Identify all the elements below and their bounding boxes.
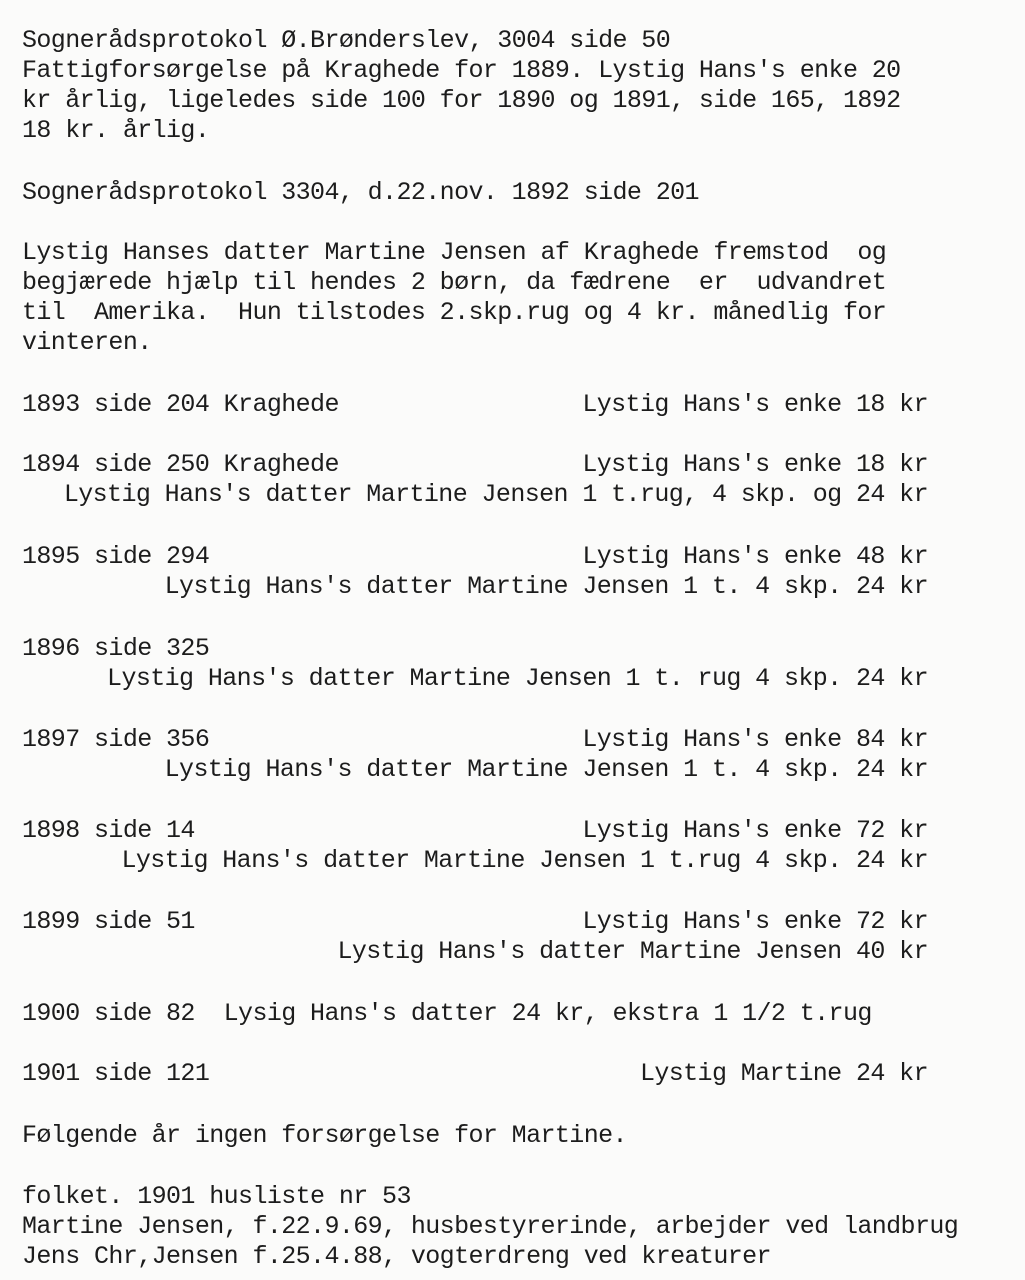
census-line3: Jens Chr,Jensen f.25.4.88, vogterdreng ved kreaturer bbox=[22, 1242, 771, 1271]
entry-1897-left: 1897 side 356 bbox=[22, 725, 210, 754]
entry-1899-right: Lystig Hans's enke 72 kr bbox=[582, 907, 928, 936]
entry-1893-left: 1893 side 204 Kraghede bbox=[22, 390, 339, 419]
entry-1895-right: Lystig Hans's enke 48 kr bbox=[582, 542, 928, 571]
census-line1: folket. 1901 husliste nr 53 bbox=[22, 1182, 411, 1211]
entry-1893-right: Lystig Hans's enke 18 kr bbox=[582, 390, 928, 419]
para1-line3: kr årlig, ligeledes side 100 for 1890 og 1891, side 165, 1892 bbox=[22, 86, 901, 115]
entry-1898-line2: Lystig Hans's datter Martine Jensen 1 t.rug 4 skp. 24 kr bbox=[121, 846, 928, 875]
entry-1901-left: 1901 side 121 bbox=[22, 1059, 210, 1088]
entry-1896-left: 1896 side 325 bbox=[22, 634, 210, 663]
entry-1898-left: 1898 side 14 bbox=[22, 816, 195, 845]
para2-line1: Sognerådsprotokol 3304, d.22.nov. 1892 side 201 bbox=[22, 178, 699, 207]
entry-1897-line2: Lystig Hans's datter Martine Jensen 1 t. 4 skp. 24 kr bbox=[164, 755, 928, 784]
para3-line1: Lystig Hanses datter Martine Jensen af Kraghede fremstod og bbox=[22, 238, 887, 267]
entry-1894-right: Lystig Hans's enke 18 kr bbox=[582, 450, 928, 479]
para3-line2: begjærede hjælp til hendes 2 børn, da fædrene er udvandret bbox=[22, 268, 887, 297]
entry-1895-line2: Lystig Hans's datter Martine Jensen 1 t. 4 skp. 24 kr bbox=[164, 572, 928, 601]
para1-line1: Sognerådsprotokol Ø.Brønderslev, 3004 side 50 bbox=[22, 26, 671, 55]
entry-1901-right: Lystig Martine 24 kr bbox=[639, 1059, 928, 1088]
para1-line4: 18 kr. årlig. bbox=[22, 116, 210, 145]
entry-1896-line2: Lystig Hans's datter Martine Jensen 1 t. rug 4 skp. 24 kr bbox=[107, 664, 928, 693]
entry-1899-line2: Lystig Hans's datter Martine Jensen 40 kr bbox=[337, 937, 928, 966]
para1-line2: Fattigforsørgelse på Kraghede for 1889. Lystig Hans's enke 20 bbox=[22, 56, 901, 85]
entry-1899-left: 1899 side 51 bbox=[22, 907, 195, 936]
entry-1894-left: 1894 side 250 Kraghede bbox=[22, 450, 339, 479]
para3-line4: vinteren. bbox=[22, 328, 152, 357]
para3-line3: til Amerika. Hun tilstodes 2.skp.rug og 4 kr. månedlig for bbox=[22, 298, 887, 327]
entry-1897-right: Lystig Hans's enke 84 kr bbox=[582, 725, 928, 754]
entry-1894-line2: Lystig Hans's datter Martine Jensen 1 t.rug, 4 skp. og 24 kr bbox=[63, 480, 928, 509]
entry-1900-line: 1900 side 82 Lysig Hans's datter 24 kr, ekstra 1 1/2 t.rug bbox=[22, 999, 872, 1028]
entry-1895-left: 1895 side 294 bbox=[22, 542, 210, 571]
followup-text: Følgende år ingen forsørgelse for Martine. bbox=[22, 1121, 627, 1150]
entry-1898-right: Lystig Hans's enke 72 kr bbox=[582, 816, 928, 845]
census-line2: Martine Jensen, f.22.9.69, husbestyrerinde, arbejder ved landbrug bbox=[22, 1212, 959, 1241]
